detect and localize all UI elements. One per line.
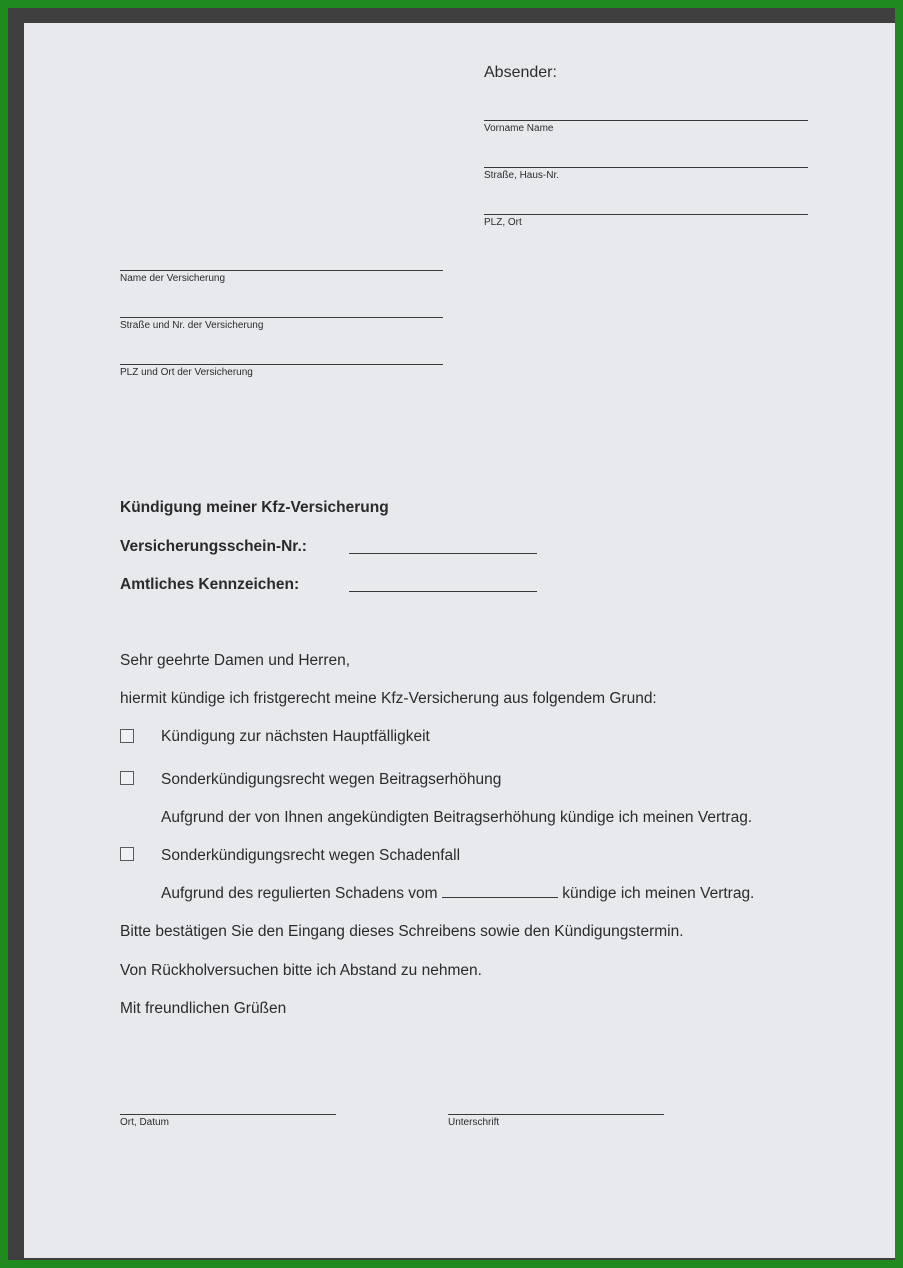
policy-number-label: Versicherungsschein-Nr.: <box>120 538 307 555</box>
insurer-name-label: Name der Versicherung <box>120 273 226 284</box>
sender-city-label: PLZ, Ort <box>484 217 522 228</box>
intro-text: hiermit kündige ich fristgerecht meine Kfz-Versicherung aus folgendem Grund: <box>120 690 657 707</box>
option-claim-checkbox[interactable] <box>120 847 134 861</box>
option-premium-increase-label: Sonderkündigungsrecht wegen Beitragserhöhung <box>161 771 502 788</box>
signature-label: Unterschrift <box>448 1117 500 1128</box>
license-plate-line[interactable] <box>349 591 537 592</box>
claim-detail-before: Aufgrund des regulierten Schadens vom <box>161 885 438 902</box>
sender-street-line[interactable] <box>484 167 808 168</box>
insurer-street-line[interactable] <box>120 317 443 318</box>
option-claim-label: Sonderkündigungsrecht wegen Schadenfall <box>161 847 461 864</box>
signature-line[interactable] <box>448 1114 664 1115</box>
salutation: Sehr geehrte Damen und Herren, <box>120 652 351 669</box>
sender-city-line[interactable] <box>484 214 808 215</box>
option-premium-increase-detail: Aufgrund der von Ihnen angekündigten Beitragserhöhung kündige ich meinen Vertrag. <box>161 809 753 826</box>
sender-street-label: Straße, Haus-Nr. <box>484 170 560 181</box>
policy-number-line[interactable] <box>349 553 537 554</box>
claim-detail-after: kündige ich meinen Vertrag. <box>562 885 755 902</box>
sender-name-line[interactable] <box>484 120 808 121</box>
insurer-city-label: PLZ und Ort der Versicherung <box>120 367 253 378</box>
subject-title: Kündigung meiner Kfz-Versicherung <box>120 499 389 516</box>
option-premium-increase-checkbox[interactable] <box>120 771 134 785</box>
no-retention-note: Von Rückholversuchen bitte ich Abstand zu nehmen. <box>120 962 482 979</box>
letter-page <box>24 23 895 1258</box>
sender-name-label: Vorname Name <box>484 123 554 134</box>
insurer-street-label: Straße und Nr. der Versicherung <box>120 320 264 331</box>
license-plate-label: Amtliches Kennzeichen: <box>120 576 300 593</box>
confirmation-request: Bitte bestätigen Sie den Eingang dieses Schreibens sowie den Kündigungstermin. <box>120 923 684 940</box>
insurer-city-line[interactable] <box>120 364 443 365</box>
option-main-due-checkbox[interactable] <box>120 729 134 743</box>
place-date-line[interactable] <box>120 1114 336 1115</box>
closing: Mit freundlichen Grüßen <box>120 1000 287 1017</box>
claim-date-line[interactable] <box>442 885 558 898</box>
sender-heading: Absender: <box>484 64 557 81</box>
option-claim-detail <box>161 885 754 903</box>
place-date-label: Ort, Datum <box>120 1117 169 1128</box>
insurer-name-line[interactable] <box>120 270 443 271</box>
option-main-due-label: Kündigung zur nächsten Hauptfälligkeit <box>161 728 430 745</box>
document-frame <box>8 8 895 1260</box>
